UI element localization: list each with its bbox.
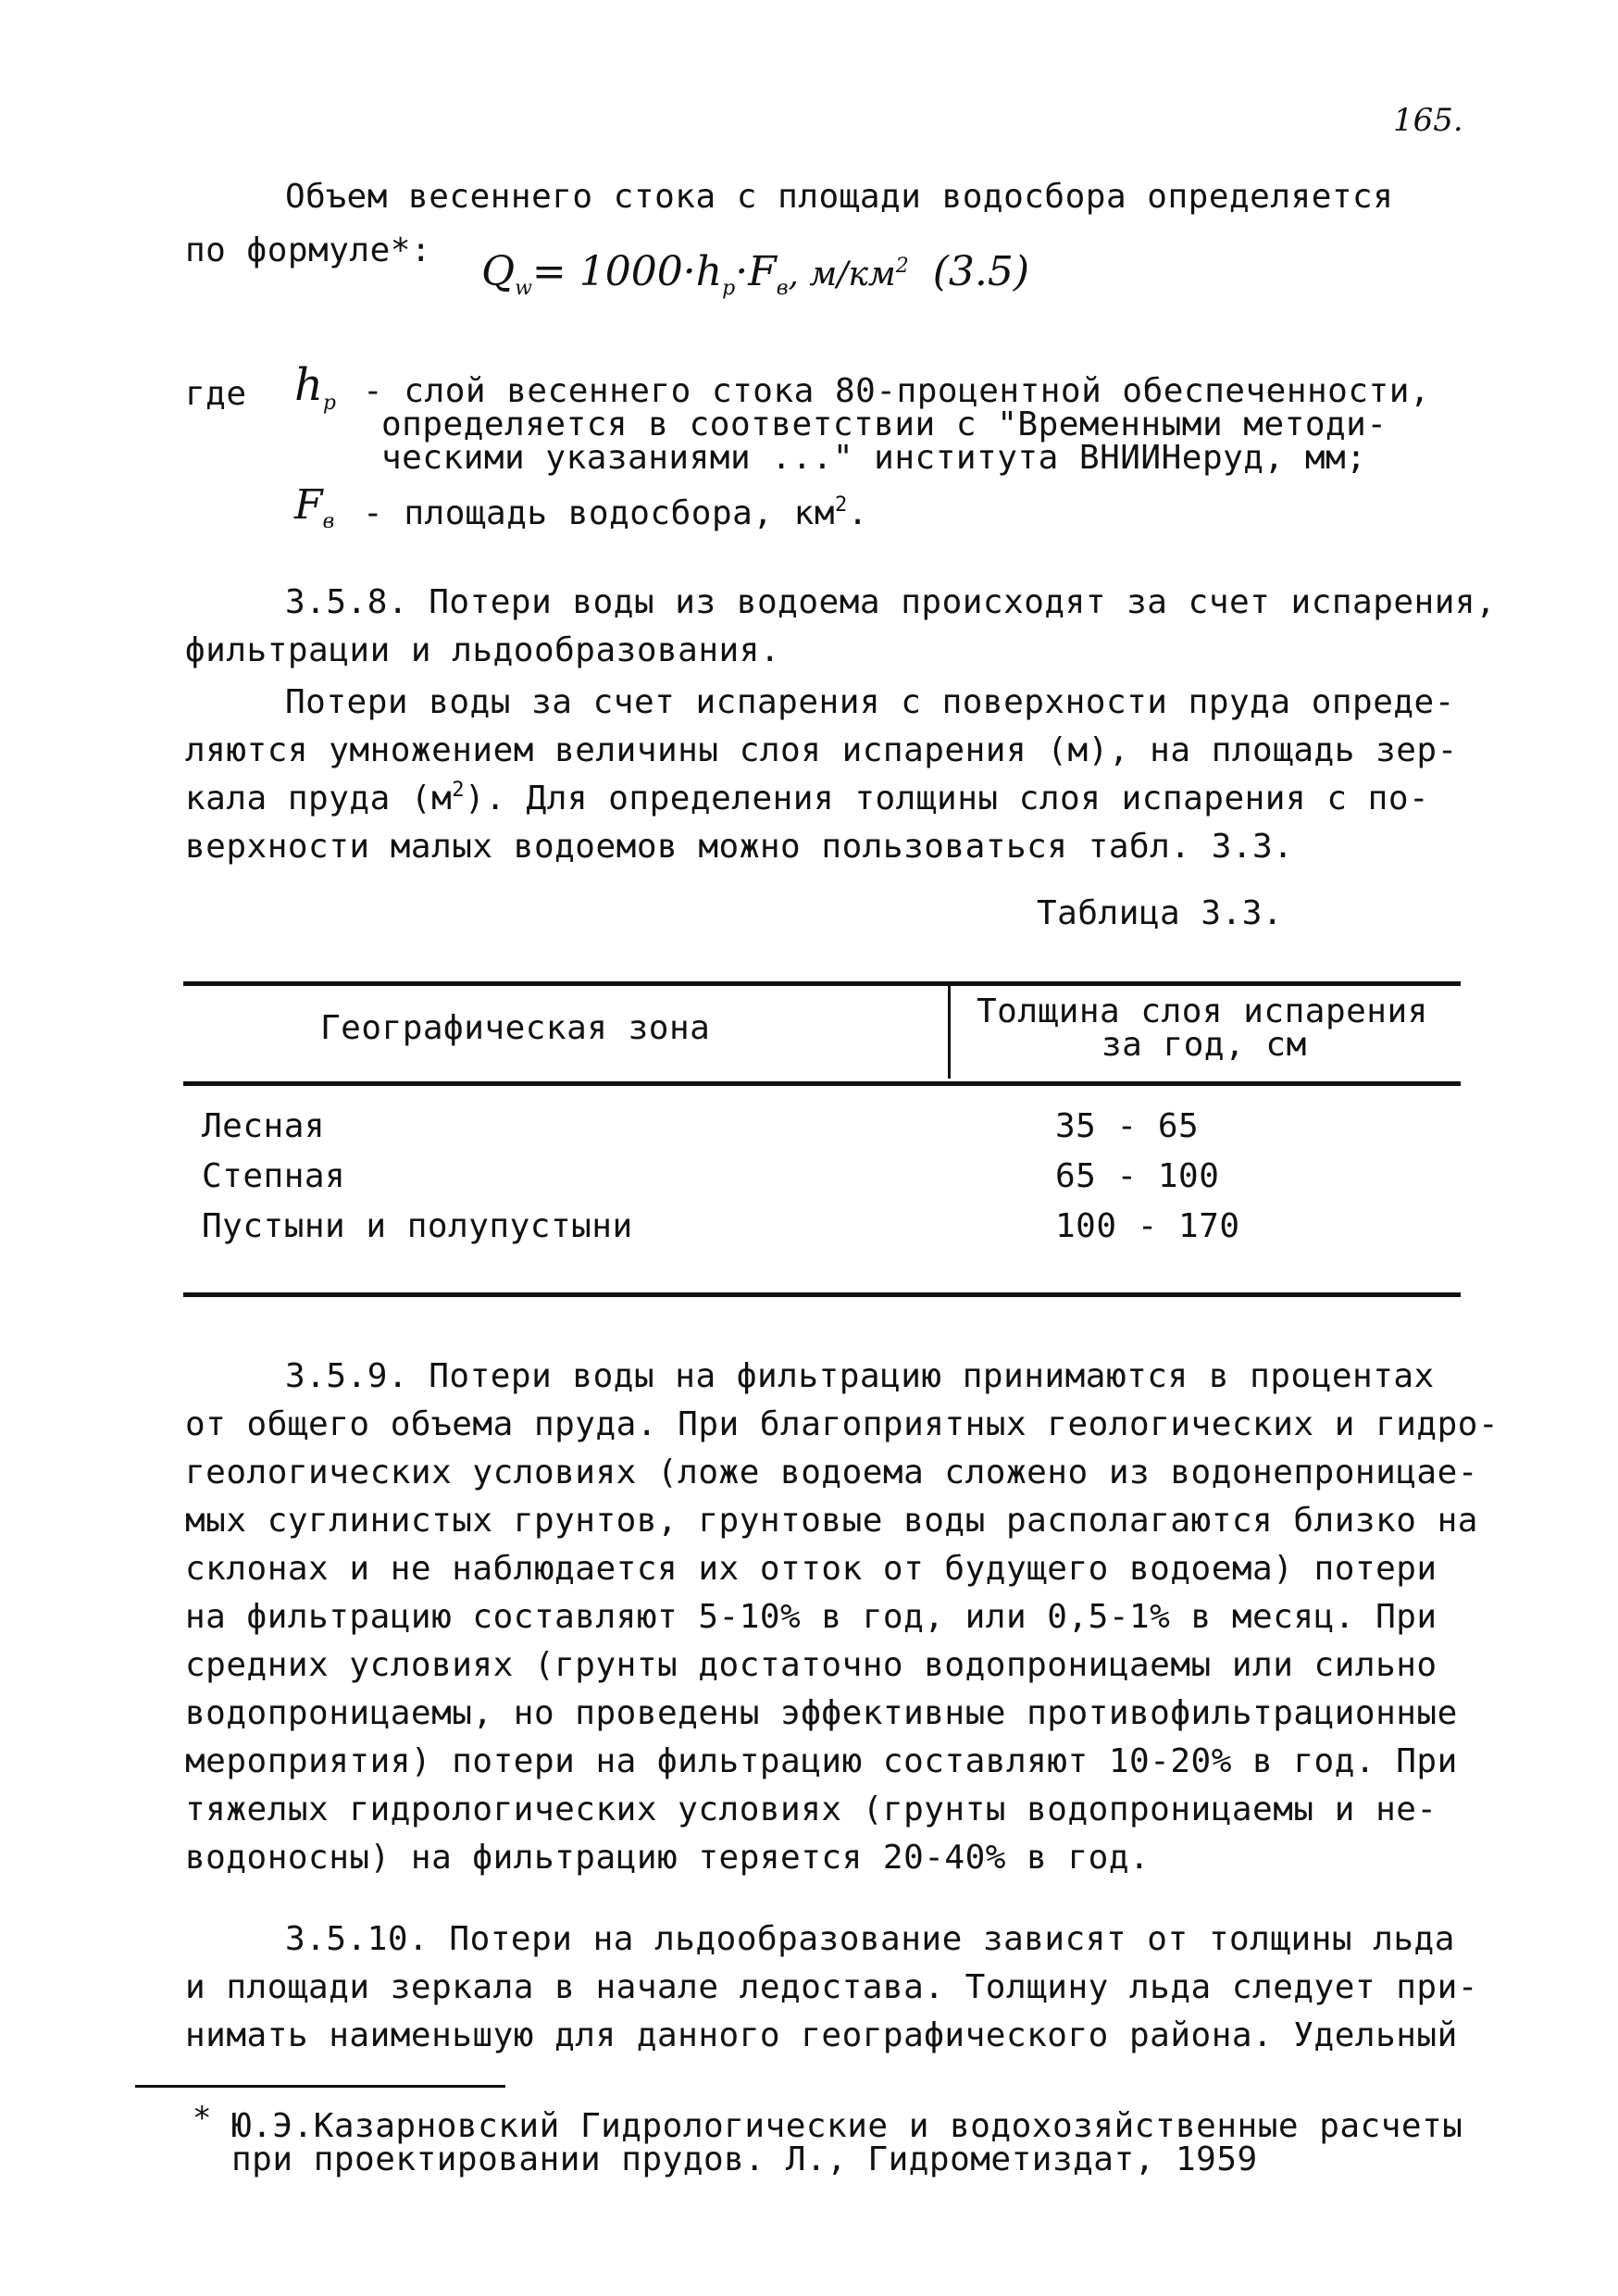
table-top-rule: [183, 981, 1461, 986]
where-h-text-2: определяется в соответствии с "Временными методи-: [381, 406, 1388, 443]
formula-unit-sup: 2: [895, 255, 909, 278]
para-359-line-8: водопроницаемы, но проведены эффективные противофильтрационные: [185, 1694, 1458, 1732]
footnote-line-2: при проектировании прудов. Л., Гидрометиздат, 1959: [231, 2140, 1258, 2178]
where-h-text-3: ческими указаниями ..." института ВНИИНеруд, мм;: [381, 439, 1367, 477]
where-h-sub: p: [322, 392, 337, 415]
formula-number: (3.5): [932, 248, 1030, 295]
formula: [481, 248, 1030, 300]
table-header-rule: [183, 1081, 1461, 1086]
footnote-rule: [135, 2085, 505, 2088]
formula-h-sub: p: [722, 277, 736, 300]
para-359-line-3: геологических условиях (ложе водоема сложено из водонепроницае-: [185, 1454, 1478, 1491]
table-header-col1: Географическая зона: [320, 1009, 711, 1047]
formula-eq: = 1000·: [531, 248, 696, 295]
where-f-symbol: [294, 481, 335, 533]
where-f-text: [363, 494, 868, 532]
table-header-col2-line2: за год, см: [1101, 1026, 1307, 1064]
para-evap-line-2: ляются умножением величины слоя испарения (м), на площадь зер-: [185, 731, 1458, 769]
para-evap-line-3b: ). Для определения толщины слоя испарения с по-: [465, 780, 1430, 817]
footnote-line-1: Ю.Э.Казарновский Гидрологические и водохозяйственные расчеты: [231, 2107, 1463, 2145]
table-row-2-value: 65 - 100: [1055, 1157, 1220, 1195]
para-3510-line-3: нимать наименьшую для данного географического района. Удельный: [185, 2016, 1458, 2054]
intro-line-2: по формуле*:: [185, 231, 432, 269]
formula-dot: ·: [735, 248, 749, 295]
para-evap-line-3a: кала пруда (м: [185, 780, 453, 817]
para-evap-line-1: Потери воды за счет испарения с поверхности пруда опреде-: [285, 683, 1455, 721]
para-3510-line-2: и площади зеркала в начале ледостава. Толщину льда следует при-: [185, 1968, 1478, 2006]
where-f-sup: 2: [835, 493, 848, 517]
footnote-mark: *: [193, 2100, 212, 2137]
formula-q: Q: [481, 248, 516, 295]
where-f-sub: в: [322, 510, 335, 533]
para-359-line-4: мых суглинистых грунтов, грунтовые воды располагаются близко на: [185, 1502, 1478, 1540]
para-359-line-2: от общего объема пруда. При благоприятных геологических и гидро-: [185, 1405, 1500, 1443]
para-evap-line-3: [185, 780, 1429, 817]
table-row-3-zone: Пустыни и полупустыни: [202, 1207, 633, 1245]
where-h-symbol: [294, 359, 337, 415]
para-359-line-1: 3.5.9. Потери воды на фильтрацию принимаются в процентах: [285, 1357, 1435, 1395]
table-row-3-value: 100 - 170: [1055, 1207, 1240, 1245]
para-evap-sup: 2: [452, 779, 466, 802]
para-359-line-7: средних условиях (грунты достаточно водопроницаемы или сильно: [185, 1646, 1438, 1684]
table-bottom-rule: [183, 1292, 1461, 1297]
para-359-line-6: на фильтрацию составляют 5-10% в год, или 0,5-1% в месяц. При: [185, 1598, 1438, 1636]
para-359-line-11: водоносны) на фильтрацию теряется 20-40% в год.: [185, 1839, 1151, 1877]
table-row-2-zone: Степная: [202, 1157, 346, 1195]
table-header-col2-line1: Толщина слоя испарения: [977, 992, 1428, 1030]
where-f-label: - площадь водосбора, км: [363, 494, 835, 532]
para-3510-line-1: 3.5.10. Потери на льдообразование зависят от толщины льда: [285, 1920, 1455, 1958]
para-359-line-5: склонах и не наблюдается их отток от будущего водоема) потери: [185, 1550, 1438, 1588]
where-label: где: [185, 375, 247, 413]
intro-line-1: Объем весеннего стока с площади водосбора определяется: [285, 178, 1394, 216]
where-h-text-1: - слой весеннего стока 80-процентной обеспеченности,: [363, 372, 1431, 410]
formula-q-sub: w: [515, 277, 532, 300]
formula-h: h: [695, 248, 723, 295]
para-358-line-2: фильтрации и льдообразования.: [185, 631, 781, 669]
page-number: 165.: [1393, 102, 1463, 139]
formula-f: F: [748, 248, 777, 295]
where-f: F: [294, 481, 323, 529]
para-358-line-1: 3.5.8. Потери воды из водоема происходят за счет испарения,: [285, 583, 1497, 621]
para-359-line-9: мероприятия) потери на фильтрацию составляют 10-20% в год. При: [185, 1742, 1458, 1780]
table-caption: Таблица 3.3.: [1037, 894, 1284, 932]
where-h: h: [294, 359, 323, 411]
table-row-1-zone: Лесная: [202, 1107, 326, 1145]
formula-f-sub: в: [776, 277, 789, 300]
where-f-end: .: [847, 494, 868, 532]
table-row-1-value: 35 - 65: [1055, 1107, 1200, 1145]
para-359-line-10: тяжелых гидрологических условиях (грунты водопроницаемы и не-: [185, 1791, 1438, 1828]
formula-unit: , м/км: [788, 256, 896, 293]
para-evap-line-4: верхности малых водоемов можно пользоваться табл. 3.3.: [185, 828, 1294, 866]
table-header-divider: [948, 986, 951, 1079]
